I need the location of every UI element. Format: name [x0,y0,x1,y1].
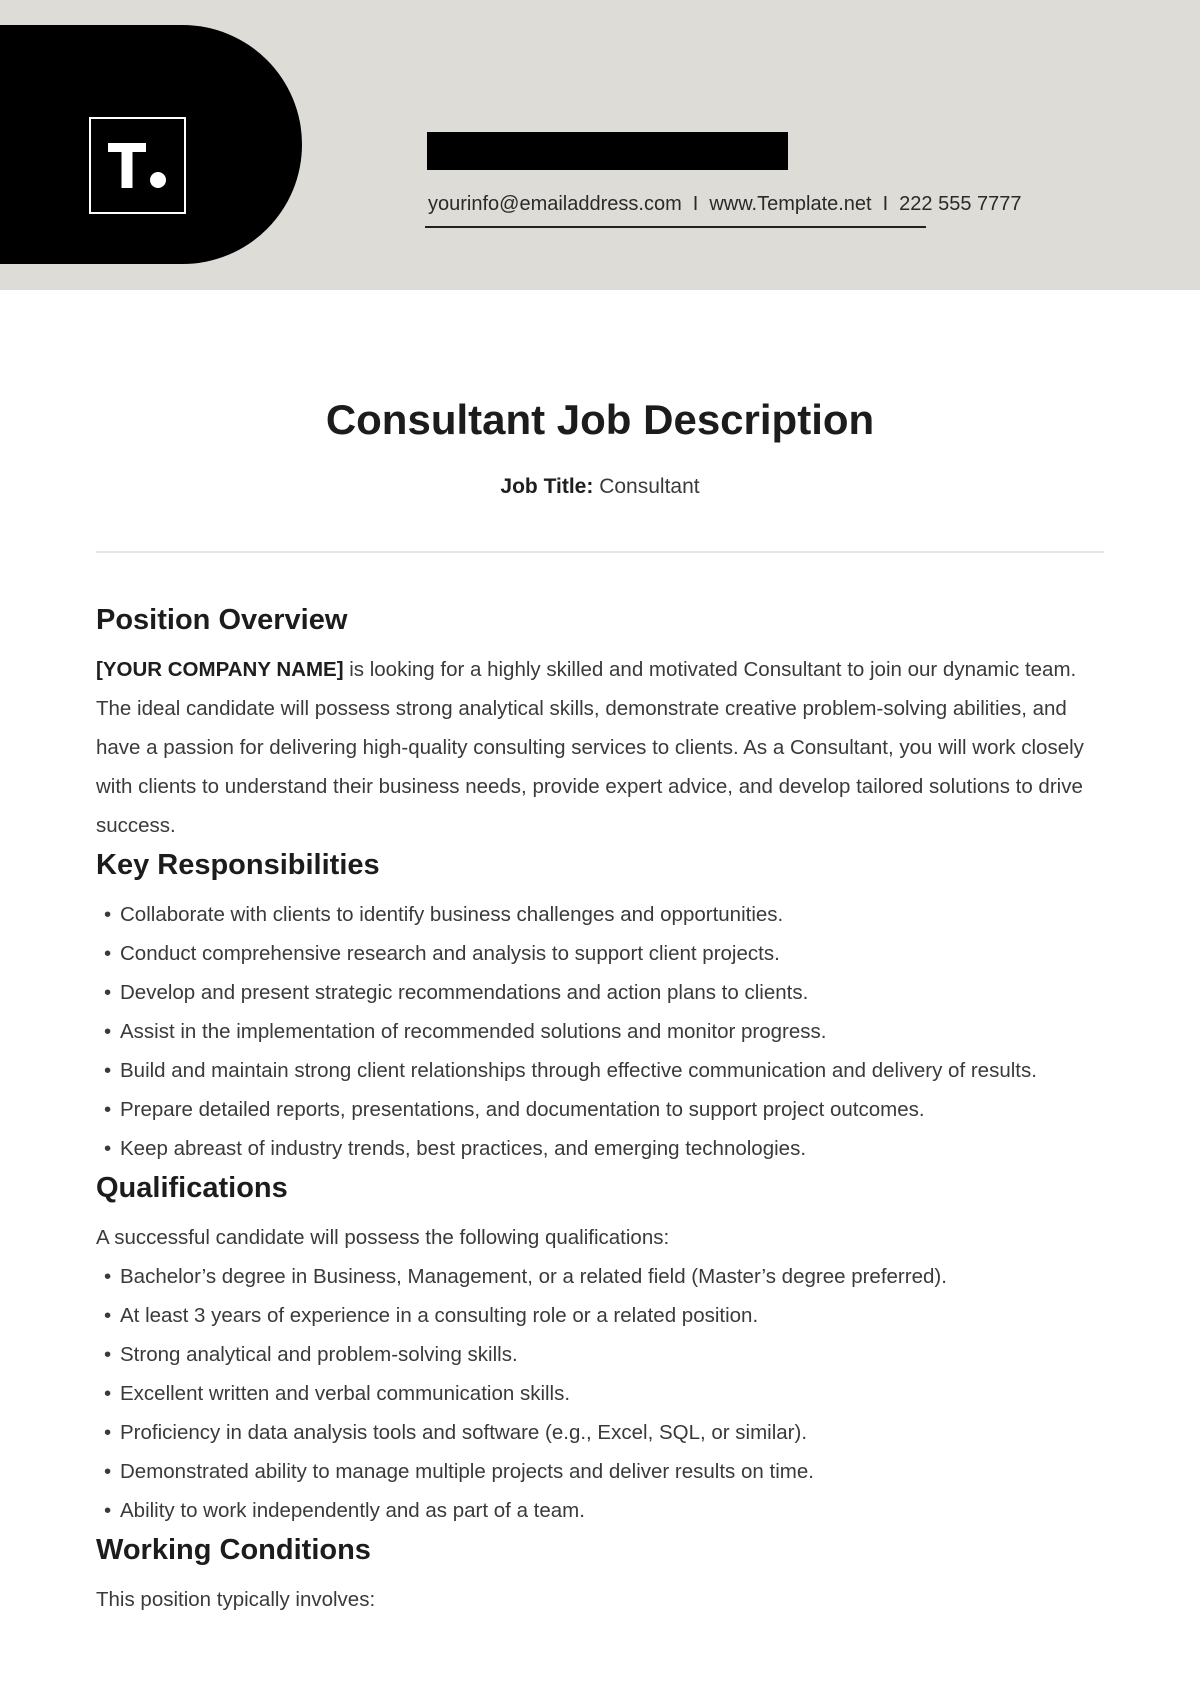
contact-separator: I [882,192,889,215]
contact-line [428,191,1022,217]
logo-mark [89,117,186,214]
job-title-value: Consultant [593,475,700,498]
list-item: • Excellent written and verbal communication skills. [96,1374,1106,1413]
logo-t-icon [107,141,169,191]
list-item: • Develop and present strategic recommendations and action plans to clients. [96,973,1106,1012]
contact-separator: I [692,192,699,215]
qualifications-intro: A successful candidate will possess the following qualifications: [96,1226,670,1249]
list-item: • Assist in the implementation of recommended solutions and monitor progress. [96,1012,1106,1051]
job-title-line [0,472,1200,502]
list-item: • Proficiency in data analysis tools and software (e.g., Excel, SQL, or similar). [96,1413,1106,1452]
section-heading-qualifications: Qualifications [96,1172,288,1204]
section-heading-responsibilities: Key Responsibilities [96,849,380,881]
job-title-label: Job Title: [500,475,594,498]
company-name-placeholder: [YOUR COMPANY NAME] [96,658,344,681]
working-conditions-intro: This position typically involves: [96,1588,376,1611]
list-item: • Ability to work independently and as part of a team. [96,1491,1106,1530]
qualifications-list [96,1257,1106,1530]
contact-underline [425,226,926,228]
list-item: • Collaborate with clients to identify business challenges and opportunities. [96,895,1106,934]
list-item: • Build and maintain strong client relationships through effective communication and delivery of results. [96,1051,1106,1090]
overview-paragraph [96,650,1106,845]
list-item: • Prepare detailed reports, presentations, and documentation to support project outcomes. [96,1090,1106,1129]
contact-email[interactable]: yourinfo@emailaddress.com [428,192,682,215]
logo-block [0,25,302,264]
contact-website[interactable]: www.Template.net [709,192,872,215]
title-divider [96,551,1104,553]
list-item: • Conduct comprehensive research and analysis to support client projects. [96,934,1106,973]
list-item: • At least 3 years of experience in a consulting role or a related position. [96,1296,1106,1335]
overview-text: is looking for a highly skilled and motivated Consultant to join our dynamic team. The ideal candidate will possess strong analytical skills, demonstrate creative problem-solving abilities, and have a passion for delivering high-quality consulting services to clients. As a Consultant, you will work closely with clients to understand their business needs, provide expert advice, and develop tailored solutions to drive success. [96,658,1084,837]
page-title: Consultant Job Description [325,396,875,443]
company-name-redaction-bar [427,132,788,170]
section-heading-working-conditions: Working Conditions [96,1534,371,1566]
header-band [0,0,1200,290]
section-heading-overview: Position Overview [96,604,348,636]
list-item: • Bachelor’s degree in Business, Management, or a related field (Master’s degree preferred). [96,1257,1106,1296]
list-item: • Strong analytical and problem-solving skills. [96,1335,1106,1374]
responsibilities-list [96,895,1106,1168]
contact-phone: 222 555 7777 [899,192,1022,215]
document-body [96,600,1106,1619]
list-item: • Demonstrated ability to manage multiple projects and deliver results on time. [96,1452,1106,1491]
list-item: • Keep abreast of industry trends, best practices, and emerging technologies. [96,1129,1106,1168]
